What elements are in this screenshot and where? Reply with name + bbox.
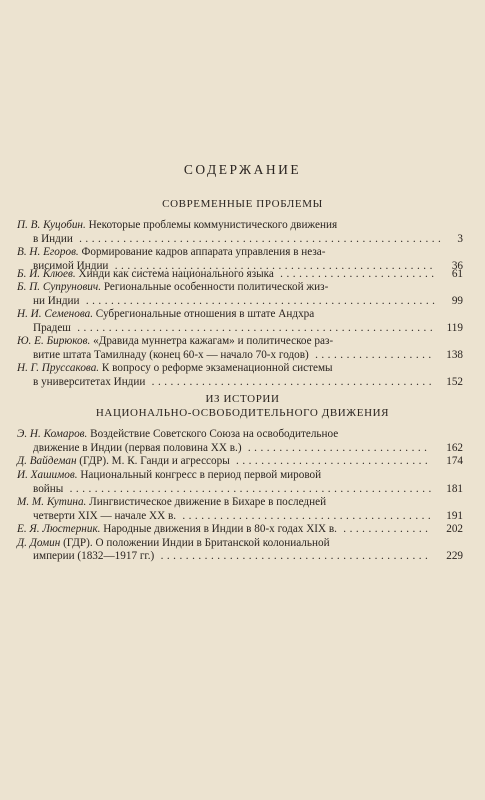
toc-entry-title: (ГДР). О положении Индии в Британской колониальной <box>63 536 330 549</box>
toc-page-number: 191 <box>446 509 463 522</box>
toc-entry-title-cont: движение в Индии (первая половина XX в.) <box>33 441 242 454</box>
toc-entry-line <box>17 219 463 233</box>
toc-author: П. В. Куцобин. <box>17 219 86 231</box>
toc-entry-title: Формирование кадров аппарата управления в неза- <box>81 246 326 258</box>
toc-entry <box>17 469 463 496</box>
toc-entry-title: Хинди как система национального языка <box>78 268 274 280</box>
toc-entry-line <box>17 349 463 363</box>
toc-entry-line <box>17 523 463 537</box>
page-title: СОДЕРЖАНИЕ <box>183 162 302 177</box>
toc-entry-title: Региональные особенности политической жиз- <box>103 281 329 293</box>
toc-author: Д. Домин <box>17 536 61 549</box>
toc-author: Н. Г. Пруссакова. <box>17 362 100 374</box>
dot-leader: ........................................... <box>154 550 432 563</box>
toc-entry <box>17 455 463 469</box>
toc-page-number: 36 <box>451 259 463 272</box>
toc-entry-title-cont: ни Индии <box>33 294 80 307</box>
toc-author: Н. И. Семенова. <box>17 308 93 320</box>
toc-page-number: 138 <box>446 348 463 361</box>
dot-leader: .............. <box>336 523 432 535</box>
toc-entry-title-cont: витие штата Тамилнаду (конец 60-х — начало 70-х годов) <box>33 348 309 361</box>
toc-entry-line <box>17 442 463 456</box>
dot-leader: ............................... <box>229 455 432 467</box>
toc-entry-line <box>17 281 463 295</box>
dot-leader: ............................................. <box>145 375 436 388</box>
toc-entry-line <box>17 362 463 376</box>
toc-author: И. Хашимов. <box>17 469 78 481</box>
toc-entry <box>17 219 463 246</box>
toc-entry-line <box>17 295 463 309</box>
toc-entry-title: «Дравида муннетра кажагам» и политическое раз- <box>93 335 334 347</box>
toc-page-number: 174 <box>446 455 463 467</box>
toc-entry-line <box>17 537 463 551</box>
toc-entry <box>17 281 463 308</box>
toc-entry-title-cont: Прадеш <box>33 321 71 334</box>
toc-entry-line <box>17 469 463 483</box>
toc-entry-line <box>17 455 463 469</box>
toc-entry <box>17 428 463 455</box>
dot-leader: .......................................................... <box>72 232 445 245</box>
toc-author: Е. Я. Люстерник. <box>17 523 101 535</box>
toc-author: Ю. Е. Бирюков. <box>17 335 91 347</box>
toc-entry-title: Национальный конгресс в период первой мировой <box>80 469 322 481</box>
toc-entry-line <box>17 428 463 442</box>
toc-author: Б. И. Клюев. <box>17 268 76 280</box>
toc-entry-title-cont: висимой Индии <box>33 259 109 272</box>
toc-entry-line <box>17 496 463 510</box>
toc-entry <box>17 523 463 537</box>
toc-author: Д. Вайдеман <box>17 455 77 467</box>
toc-author: М. М. Кутина. <box>17 496 87 508</box>
toc-entry <box>17 496 463 523</box>
toc-entry-line <box>17 376 463 390</box>
toc-entry-title-cont: в университетах Индии <box>33 375 146 388</box>
toc-entry-line <box>17 550 463 564</box>
toc-entry-line <box>17 268 463 282</box>
toc-entry-title: К вопросу о реформе экзаменационной системы <box>101 362 333 374</box>
toc-page-number: 61 <box>451 268 463 280</box>
dot-leader: ........................................................ <box>79 294 439 307</box>
toc-page-number: 202 <box>446 523 463 535</box>
dot-leader: ......................... <box>273 268 438 280</box>
toc-entry-line <box>17 335 463 349</box>
toc-entry-title: Лингвистическое движение в Бихаре в последней <box>89 496 327 508</box>
toc-entry-line <box>17 308 463 322</box>
toc-author: Э. Н. Комаров. <box>17 428 88 440</box>
toc-page-number: 162 <box>446 441 463 454</box>
toc-page-number: 181 <box>446 482 463 495</box>
section-heading-history-line1: ИЗ ИСТОРИИ <box>205 393 280 405</box>
toc-author: Б. П. Супрунович. <box>17 281 102 293</box>
dot-leader: ......................................................... <box>70 321 437 334</box>
toc-page-number: 3 <box>457 232 463 245</box>
section-heading-history-line2: НАЦИОНАЛЬНО-ОСВОБОДИТЕЛЬНОГО ДВИЖЕНИЯ <box>95 407 390 419</box>
toc-entry-line <box>17 510 463 524</box>
section-heading-modern-problems: СОВРЕМЕННЫЕ ПРОБЛЕМЫ <box>162 198 323 210</box>
toc-page-number: 119 <box>446 321 463 334</box>
toc-entry-title-cont: в Индии <box>33 232 73 245</box>
toc-entry-title: Народные движения в Индии в 80-х годах XIX в. <box>103 523 337 535</box>
toc-entry-title-cont: войны <box>33 482 64 495</box>
toc-entry-title: Субрегиональные отношения в штате Андхра <box>95 308 315 320</box>
toc-page-number: 152 <box>446 375 463 388</box>
toc-entry <box>17 362 463 389</box>
toc-entry-title: Воздействие Советского Союза на освободительное <box>90 428 339 440</box>
dot-leader: ................................................... <box>108 259 436 272</box>
toc-entry-title-cont: империи (1832—1917 гг.) <box>33 550 155 563</box>
dot-leader: ................... <box>308 348 435 361</box>
toc-page-number: 99 <box>451 294 463 307</box>
toc-entry-line <box>17 246 463 260</box>
toc-entry-line <box>17 233 463 247</box>
toc-entry-line <box>17 483 463 497</box>
toc-entry <box>17 268 463 282</box>
dot-leader: ........................................ <box>176 509 435 522</box>
toc-author: В. Н. Егоров. <box>17 246 79 258</box>
toc-entry <box>17 335 463 362</box>
toc-entry-title-cont: четверти XIX — начале XX в. <box>33 509 177 522</box>
toc-entry-title: (ГДР). М. К. Ганди и агрессоры <box>79 455 230 467</box>
dot-leader: ............................. <box>241 441 431 454</box>
toc-page-number: 229 <box>446 550 463 563</box>
toc-entry <box>17 308 463 335</box>
toc-entry-line <box>17 322 463 336</box>
dot-leader: .......................................................... <box>63 482 435 495</box>
toc-entry <box>17 537 463 564</box>
toc-entry-title: Некоторые проблемы коммунистического движения <box>88 219 338 231</box>
